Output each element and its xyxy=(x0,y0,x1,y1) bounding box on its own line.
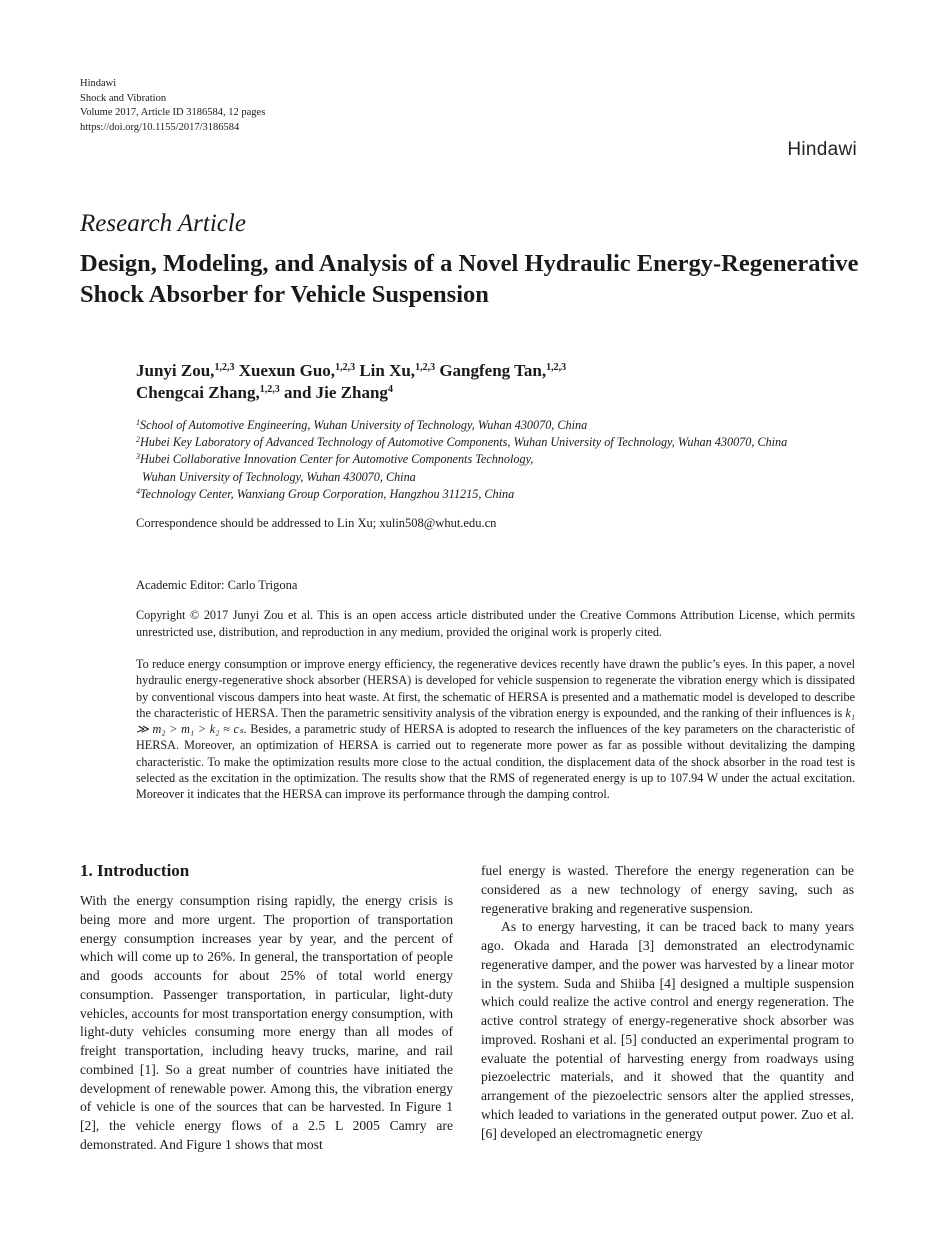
correspondence-note: Correspondence should be addressed to Lin Xu; xulin508@whut.edu.cn xyxy=(136,516,497,530)
author-name: Xuexun Guo, xyxy=(238,361,336,380)
journal-name: Shock and Vibration xyxy=(80,92,167,104)
author-name: Gangfeng Tan, xyxy=(439,361,547,380)
volume-info: Volume 2017, Article ID 3186584, 12 pages xyxy=(80,107,266,118)
affiliation-number: 4 xyxy=(136,486,140,496)
affiliation-item xyxy=(136,469,866,486)
author-list xyxy=(136,360,836,404)
author-line-1 xyxy=(136,360,836,382)
body-column-right xyxy=(481,862,854,1143)
affiliation-text: Technology Center, Wanxiang Group Corporation, Hangzhou 311215, China xyxy=(140,486,515,501)
affiliation-item xyxy=(136,434,866,451)
affiliation-number: 1 xyxy=(136,418,140,427)
affiliation-number: 2 xyxy=(136,435,140,445)
doi-link[interactable]: https://doi.org/10.1155/2017/3186584 xyxy=(80,121,240,133)
author-name: Lin Xu, xyxy=(359,361,416,380)
body-paragraph: fuel energy is wasted. Therefore the energy regeneration can be considered as a new technology of energy saving, such as regenerative braking and regenerative suspension. xyxy=(481,863,854,916)
abstract-text-part1: To reduce energy consumption or improve energy efficiency, the regenerative devices recently have drawn the public’s eyes. In this paper, a novel hydraulic energy-regenerative shock absorber (HERSA) is developed for vehicle suspension to regenerate the vibration energy which is dissipated by conventional viscous dampers into heat waste. At first, the schematic of HERSA is presented and a mathematic model is developed to describe the characteristic of HERSA. Then the parametric sensitivity analysis of the vibration energy is expounded, and the ranking of their influences is xyxy=(136,657,855,720)
affiliation-text: Hubei Collaborative Innovation Center for Automotive Components Technology, xyxy=(140,452,534,467)
author-name: Chengcai Zhang, xyxy=(136,383,260,402)
body-column-left xyxy=(80,862,453,1155)
affiliation-text: School of Automotive Engineering, Wuhan University of Technology, Wuhan 430070, China xyxy=(140,418,588,432)
author-affil-sup: 1,2,3 xyxy=(335,362,356,373)
author-line-2 xyxy=(136,382,836,404)
author-name: Junyi Zou, xyxy=(136,361,215,380)
abstract-text-part2: . Besides, a parametric study of HERSA is adopted to research the influences of the key parameters on the characteristic of HERSA. Moreover, an optimization of HERSA is carried out to regenerate more power as far as possible without devitalizing the damping characteristic. To make the optimization results more close to the actual condition, the displacement data of the shock absorber in the road test is selected as the excitation in the optimization. The results show that the RMS of regenerated energy is up to 107.94 W under the actual excitation. Moreover it indicates that the HERSA can improve its performance through the damping control. xyxy=(136,722,855,802)
abstract-ranking-formula: k₁ ≫ m₂ > m₁ > k₂ ≈ cₛ xyxy=(136,705,855,737)
affiliation-text: Hubei Key Laboratory of Advanced Technology of Automotive Components, Wuhan University of Technology, Wuhan 430070, China xyxy=(140,435,788,450)
author-affil-sup: 1,2,3 xyxy=(214,362,235,373)
author-affil-sup: 1,2,3 xyxy=(415,362,436,373)
affiliation-item xyxy=(136,451,866,468)
section-heading-introduction: 1. Introduction xyxy=(80,861,190,880)
abstract xyxy=(136,656,855,803)
publisher-name: Hindawi xyxy=(80,78,117,89)
academic-editor: Academic Editor: Carlo Trigona xyxy=(136,578,298,592)
body-paragraph: As to energy harvesting, it can be traced back to many years ago. Okada and Harada [3] demonstrated an electrodynamic regenerative damper, and the power was harvested by a linear motor in the system. Suda and Shiiba [4] designed a multiple suspension which could realize the active control and energy regeneration. The active control strategy of energy-regenerative shock absorber was improved. Roshani et al. [5] conducted an experimental program to evaluate the potential of harvesting energy from roadways using piezoelectric materials, and it showed that the quantity and arrangement of the piezoelectric sensors alter the applied stresses, which leaded to variations in the generated output power. Zuo et al. [6] developed an electromagnetic energy xyxy=(481,919,854,1141)
copyright-notice: Copyright © 2017 Junyi Zou et al. This is an open access article distributed under the Creative Commons Attribution License, which permits unrestricted use, distribution, and reproduction in any medium, provided the original work is properly cited. xyxy=(136,608,855,639)
hindawi-logo: Hindawi xyxy=(787,139,857,160)
affiliation-text: Wuhan University of Technology, Wuhan 430070, China xyxy=(142,469,416,484)
affiliation-item xyxy=(136,486,866,503)
affiliation-number: 3 xyxy=(136,452,140,462)
author-affil-sup: 1,2,3 xyxy=(259,384,280,395)
author-affil-sup: 4 xyxy=(387,384,393,395)
author-affil-sup: 1,2,3 xyxy=(546,362,567,373)
affiliation-list xyxy=(136,417,866,503)
article-type: Research Article xyxy=(80,210,246,237)
affiliation-item xyxy=(136,417,866,434)
journal-meta xyxy=(80,77,265,135)
body-paragraph: With the energy consumption rising rapidly, the energy crisis is being more and more urgent. The proportion of transportation energy consumption increases year by year, and the percent of which will come up to 26%. In general, the transportation of people and goods accounts for about 25% of total world energy consumption. Passenger transportation, in particular, light-duty vehicles, accounts for most transportation energy consumption, with light-duty vehicles consuming more energy than all modes of freight transportation, including heavy trucks, marine, and rail combined [1]. So a great number of countries have initiated the development of renewable power. Among this, the vibration energy of vehicle is one of the sources that can be harvested. In Figure 1 [2], the vehicle energy flows of a 2.5 L 2005 Camry are demonstrated. And Figure 1 shows that most xyxy=(80,893,453,1152)
author-name: and Jie Zhang xyxy=(284,383,388,402)
article-title: Design, Modeling, and Analysis of a Novel Hydraulic Energy-Regenerative Shock Absorber for Vehicle Suspension xyxy=(80,250,859,308)
